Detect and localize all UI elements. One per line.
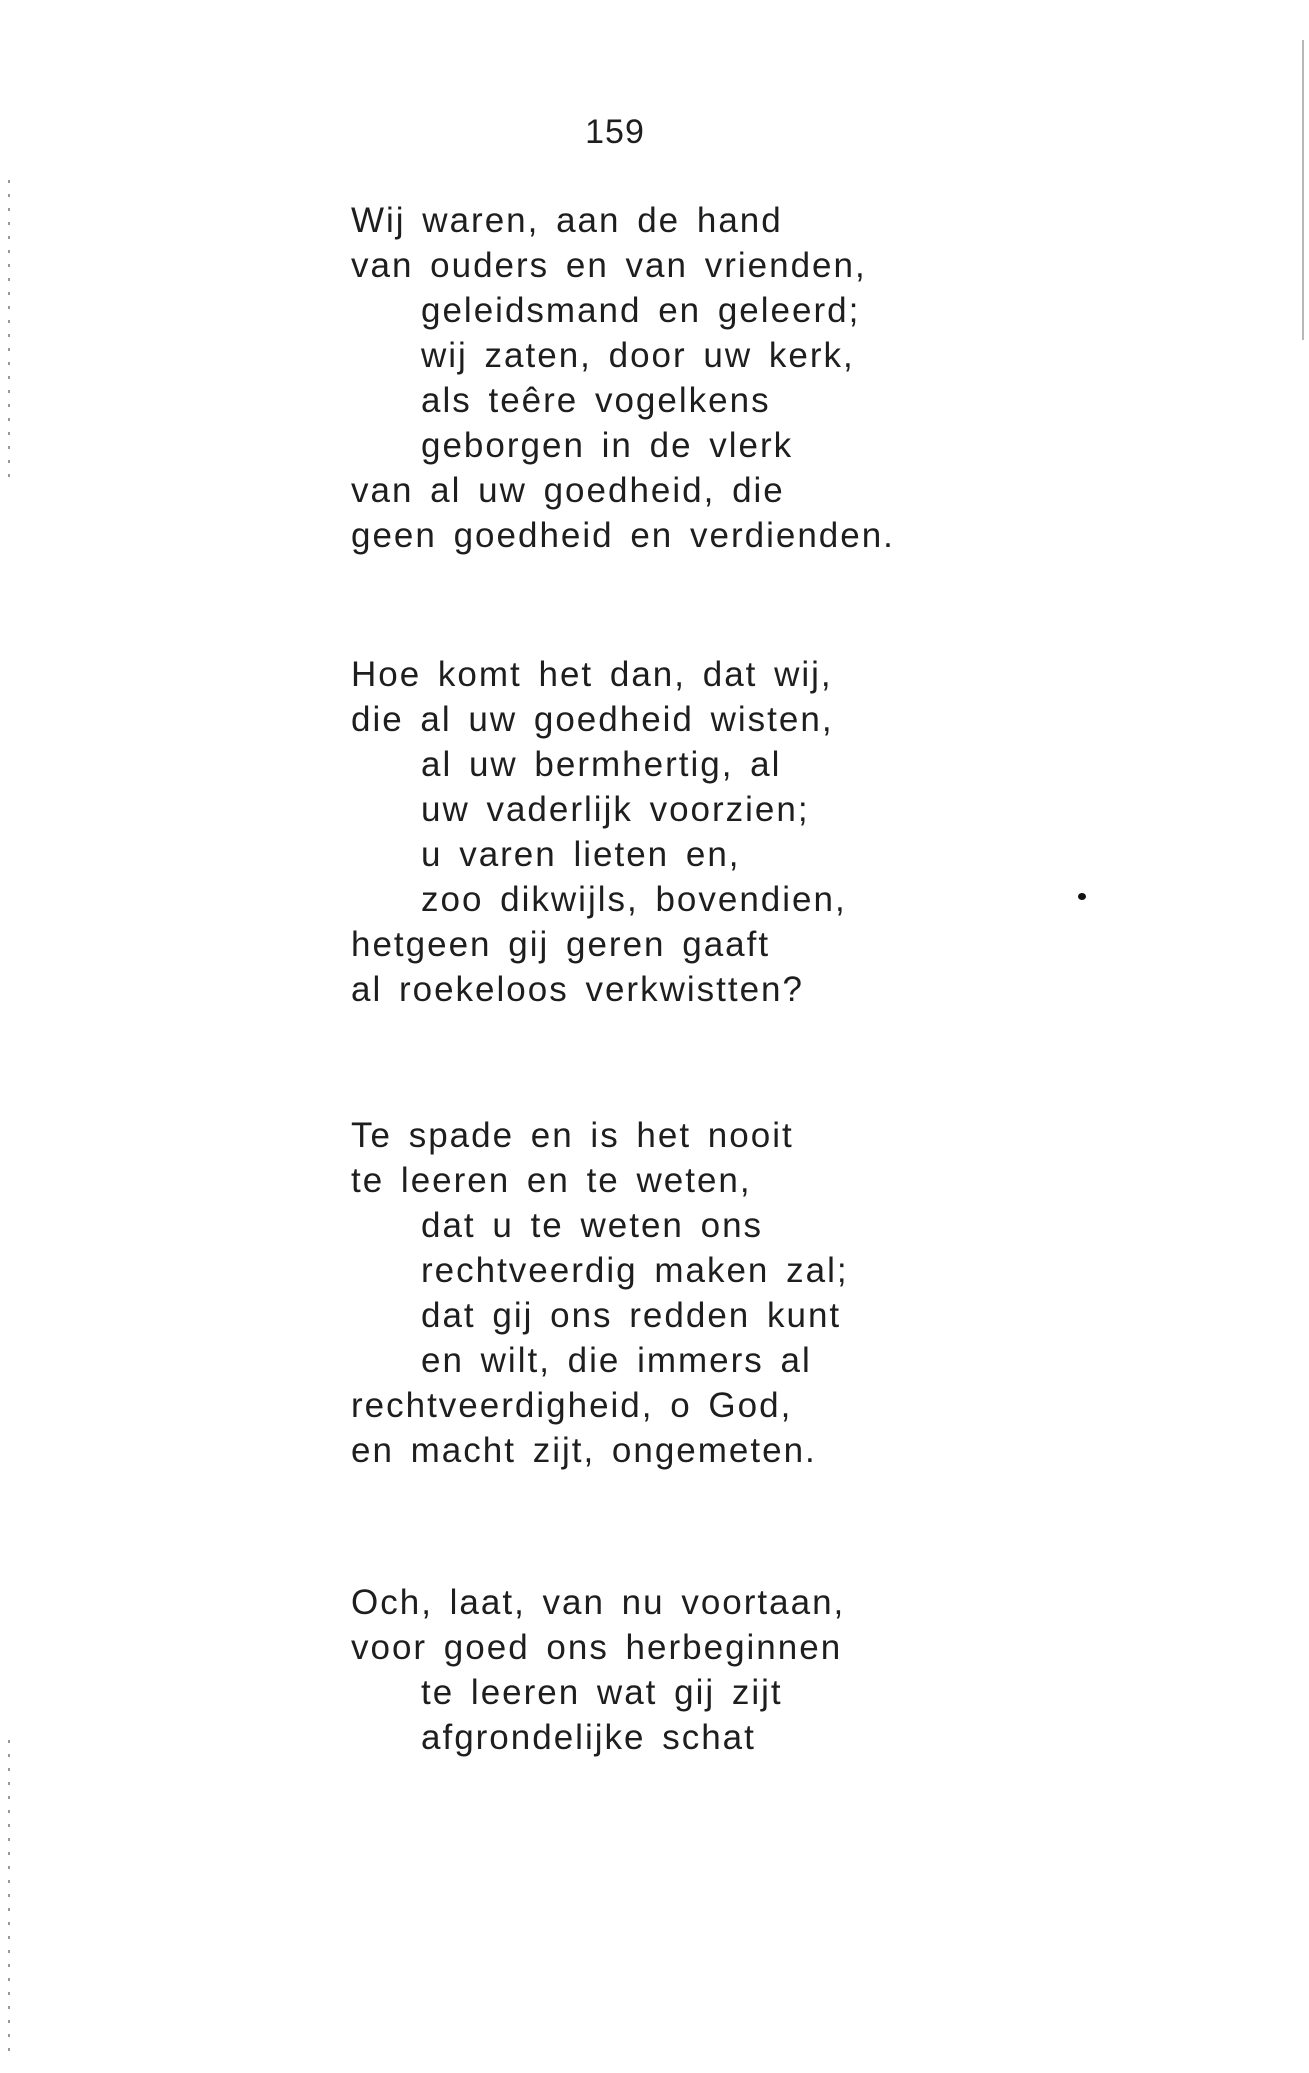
stanza-3 [351, 1113, 1051, 1473]
verse-line: Wij waren, aan de hand [351, 201, 783, 240]
verse-line: die al uw goedheid wisten, [351, 700, 834, 739]
margin-specks [8, 1740, 10, 2060]
verse-line: al uw bermhertig, al [421, 745, 782, 784]
ink-speck [1078, 893, 1086, 900]
stanza-2 [351, 652, 1051, 1012]
verse-line: van ouders en van vrienden, [351, 246, 867, 285]
verse-line: en wilt, die immers al [421, 1341, 812, 1380]
verse-line: Hoe komt het dan, dat wij, [351, 655, 833, 694]
verse-line: wij zaten, door uw kerk, [421, 336, 855, 375]
verse-line: van al uw goedheid, die [351, 471, 785, 510]
verse-line: dat u te weten ons [421, 1206, 764, 1245]
verse-line: geborgen in de vlerk [421, 426, 794, 465]
verse-line: dat gij ons redden kunt [421, 1296, 842, 1335]
verse-line: rechtveerdigheid, o God, [351, 1386, 793, 1425]
verse-line: Och, laat, van nu voortaan, [351, 1583, 846, 1622]
verse-line: te leeren en te weten, [351, 1161, 752, 1200]
verse-line: al roekeloos verkwistten? [351, 970, 804, 1009]
page-edge-line [1302, 40, 1304, 340]
page-number: 159 [585, 113, 645, 151]
verse-line: geen goedheid en verdienden. [351, 516, 895, 555]
verse-line: uw vaderlijk voorzien; [421, 790, 810, 829]
verse-line: en macht zijt, ongemeten. [351, 1431, 817, 1470]
verse-line: te leeren wat gij zijt [421, 1673, 783, 1712]
verse-line: hetgeen gij geren gaaft [351, 925, 771, 964]
verse-line: rechtveerdig maken zal; [421, 1251, 849, 1290]
verse-line: Te spade en is het nooit [351, 1116, 794, 1155]
verse-line: voor goed ons herbeginnen [351, 1628, 843, 1667]
verse-line: zoo dikwijls, bovendien, [421, 880, 847, 919]
verse-line: u varen lieten en, [421, 835, 741, 874]
stanza-1 [351, 198, 1051, 558]
verse-line: afgrondelijke schat [421, 1718, 756, 1757]
stanza-4 [351, 1580, 1051, 1760]
margin-specks [8, 180, 10, 480]
verse-line: als teêre vogelkens [421, 381, 771, 420]
verse-line: geleidsmand en geleerd; [421, 291, 861, 330]
